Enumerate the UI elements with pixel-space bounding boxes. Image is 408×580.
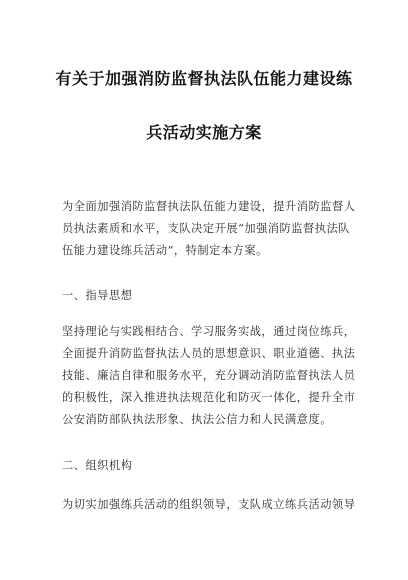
section1-line-4: 的积极性，深入推进执法规范化和防灭一体化，提升全市 [62,391,356,404]
intro-line-3: 伍能力建设练兵活动”，特制定本方案。 [62,244,268,257]
section1-line-2: 全面提升消防监督执法人员的思想意识、职业道德、执法 [62,347,356,360]
intro-line-2: 员执法素质和水平，支队决定开展“加强消防监督执法队 [62,222,350,235]
document-title-line-1: 有关于加强消防监督执法队伍能力建设练 [55,69,353,88]
document-title-line-2: 兵活动实施方案 [146,123,262,142]
intro-line-1: 为全面加强消防监督执法队伍能力建设，提升消防监督人 [62,200,356,213]
section-heading-organization: 二、组织机构 [62,459,133,472]
section-heading-guiding-ideology: 一、指导思想 [62,289,133,302]
section1-line-1: 坚持理论与实践相结合、学习服务实战，通过岗位练兵， [62,325,356,338]
section1-line-5: 公安消防部队执法形象、执法公信力和人民满意度。 [62,413,332,426]
section2-line-1: 为切实加强练兵活动的组织领导，支队成立练兵活动领导 [62,498,356,511]
section1-line-3: 技能、廉洁自律和服务水平，充分调动消防监督执法人员 [62,369,356,382]
